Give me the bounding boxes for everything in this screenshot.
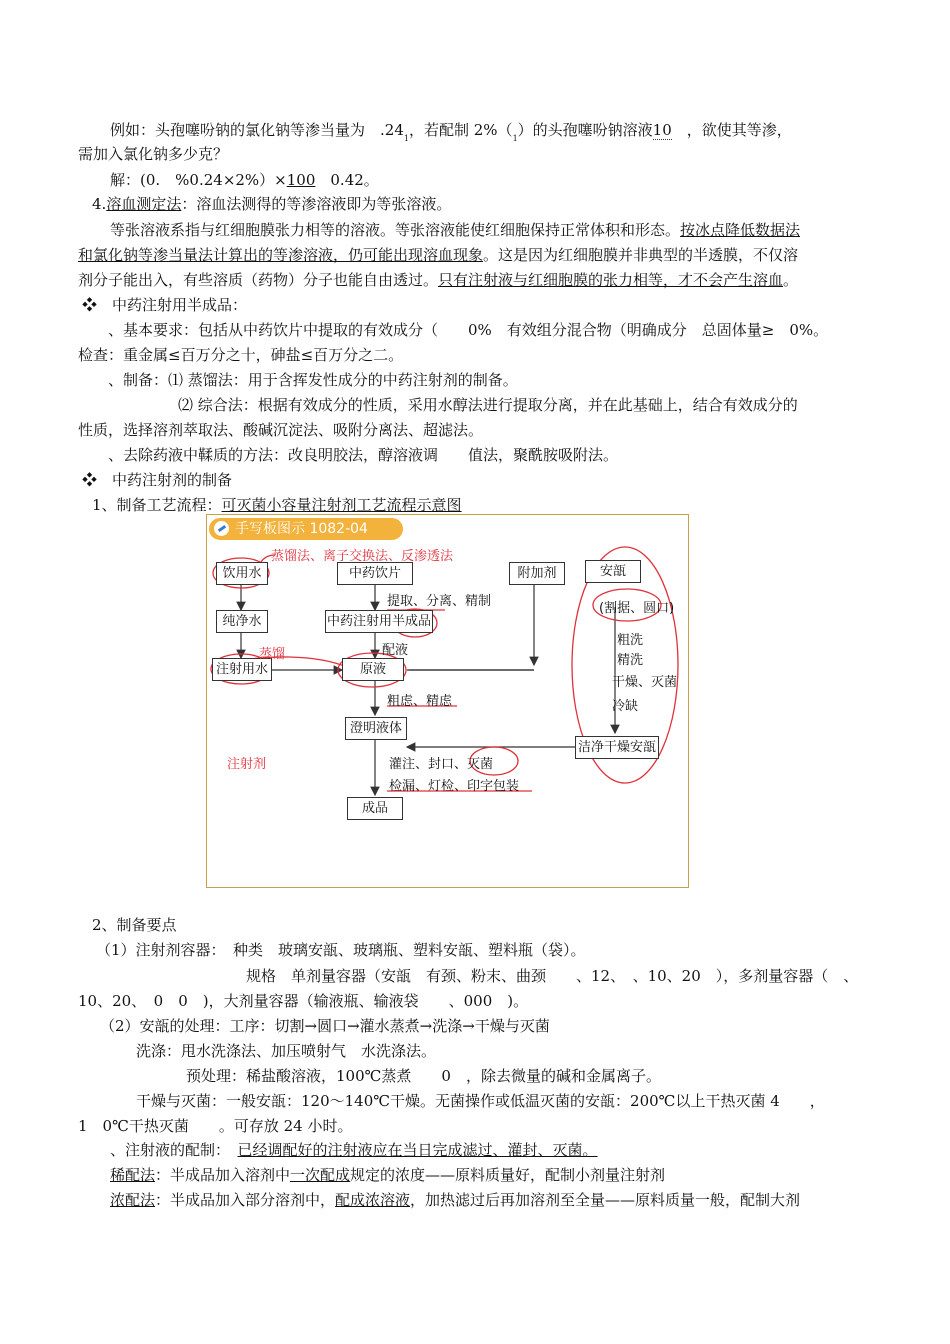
paragraph-containers: （1）注射剂容器： 种类 玻璃安瓿、玻璃瓶、塑料安瓿、塑料瓶（袋）。 [96, 941, 586, 959]
box-herbal-slices: 中药饮片 [337, 562, 413, 585]
paragraph-isotonic-3: 剂分子能出入，有些溶质（药物）分子也能自由透过。只有注射液与红细胞膜的张力相等，才不会产生溶血。 [78, 271, 799, 289]
box-clear-liquid: 澄明液体 [345, 717, 407, 740]
paragraph-washing: 洗涤：甩水洗涤法、加压喷射气 水洗涤法。 [136, 1042, 437, 1060]
box-semi-finished: 中药注射用半成品 [325, 610, 433, 633]
heading-semi-finished: ❖ 中药注射用半成品： [82, 296, 248, 314]
label-extract: 提取、分离、精制 [387, 594, 492, 609]
paragraph-isotonic-1: 等张溶液系指与红细胞膜张力相等的溶液。等张溶液能使红细胞保持正常体积和形态。按冰点降低数据法 [110, 221, 801, 239]
box-water-for-injection: 注射用水 [212, 658, 272, 681]
paragraph-process-flow: 1、制备工艺流程：可灭菌小容量注射剂工艺流程示意图 [92, 496, 462, 514]
paragraph-specs-1: 规格 单剂量容器（安瓿 有颈、粉末、曲颈 、12、 、10、20 ），多剂量容器（ 、 [246, 967, 859, 985]
box-clean-dry-ampoule: 洁净干燥安瓿 [575, 736, 659, 759]
paragraph-specs-2: 10、20、 0 0 )，大剂量容器（输液瓶、输液袋 、000 )。 [78, 992, 529, 1010]
paragraph-hemolysis: 4.溶血测定法：溶血法测得的等渗溶液即为等张溶液。 [92, 195, 452, 213]
label-wash2: 精洗 [617, 653, 644, 668]
label-filter: 粗虑、精虑 [387, 694, 453, 709]
paragraph-tannin: 、去除药液中鞣质的方法：改良明胶法，醇溶液调 值法，聚酰胺吸附法。 [108, 446, 619, 464]
paragraph-solution: 解：(0. %0.24×2%）×100 0.42。 [110, 171, 379, 189]
paragraph-prep-combined: ⑵ 综合法：根据有效成分的性质，采用水醇法进行提取分离，并在此基础上，结合有效成分的 [178, 396, 798, 414]
paragraph-concentrate-method: 浓配法：半成品加入部分溶剂中，配成浓溶液，加热滤过后再加溶剂至全量——原料质量一般，配制大剂 [110, 1191, 801, 1209]
paragraph-drying-2: 1 0℃干热灭菌 。可存放 24 小时。 [78, 1117, 353, 1135]
paragraph-question: 需加入氯化钠多少克？ [78, 145, 229, 163]
paragraph-isotonic-2: 和氯化钠等渗当量法计算出的等渗溶液，仍可能出现溶血现象。这是因为红细胞膜并非典型的半透膜，不仅溶 [78, 246, 799, 264]
box-finished-product: 成品 [347, 797, 403, 820]
paragraph-basic-req: 、基本要求：包括从中药饮片中提取的有效成分（ 0% 有效组分混合物（明确成分 总固体量≥ 0%。 [108, 321, 829, 339]
label-injection: 注射剂 [227, 757, 267, 772]
paragraph-example: 例如：头孢噻吩钠的氯化钠等渗当量为 $.24_1$，若配制 $2\%(_1)$的头孢噻吩钠溶液10 ，欲使其等渗， [110, 121, 792, 143]
box-drinking-water: 饮用水 [216, 562, 268, 585]
label-cool: 冷缺 [612, 699, 639, 714]
box-stock-solution: 原液 [342, 658, 404, 681]
box-purified-water: 纯净水 [216, 610, 268, 633]
paragraph-prep-methods: 性质，选择溶剂萃取法、酸碱沉淀法、吸附分离法、超滤法。 [78, 421, 484, 439]
box-additives: 附加剂 [509, 562, 565, 585]
label-fill: 灌注、封口、灭菌 [389, 757, 494, 772]
paragraph-ampoule-process: （2）安瓿的处理：工序：切割→圆口→灌水蒸煮→洗涤→干燥与灭菌 [100, 1017, 550, 1035]
label-check: 检漏、灯检、印字包装 [389, 779, 520, 794]
label-ampoule-cut: (割据、圆口) [599, 601, 675, 616]
paragraph-prep-distill: 、制备：⑴ 蒸馏法：用于含挥发性成分的中药注射剂的制备。 [108, 371, 518, 389]
label-water-methods: 蒸馏法、离子交换法、反渗透法 [271, 549, 454, 564]
label-prep: 配液 [382, 643, 409, 658]
process-flow-diagram [206, 514, 689, 888]
paragraph-drying: 干燥与灭菌：一般安瓿：120～140℃干燥。无菌操作或低温灭菌的安瓿：200℃以上干热灭菌 4 ， [136, 1092, 825, 1110]
paragraph-dilute-method: 稀配法：半成品加入溶剂中一次配成规定的浓度——原料质量好，配制小剂量注射剂 [110, 1166, 666, 1184]
heading-injection-prep: ❖ 中药注射剂的制备 [82, 471, 233, 489]
label-wash1: 粗洗 [617, 633, 644, 648]
label-distill: 蒸馏 [259, 647, 286, 662]
paragraph-inspection: 检查：重金属≤百万分之十，砷盐≤百万分之二。 [78, 346, 404, 364]
label-dry: 干燥、灭菌 [612, 675, 678, 690]
paragraph-key-points: 2、制备要点 [92, 916, 177, 934]
diagram-title-bar: 手写板图示 1082-04 [209, 518, 403, 540]
box-ampoule: 安瓿 [585, 560, 641, 583]
paragraph-pretreatment: 预处理：稀盐酸溶液，100℃蒸煮 0 ，除去微量的碱和金属离子。 [186, 1067, 661, 1085]
paragraph-solution-prep: 、注射液的配制： 已经调配好的注射液应在当日完成滤过、灌封、灭菌。 [110, 1141, 598, 1159]
